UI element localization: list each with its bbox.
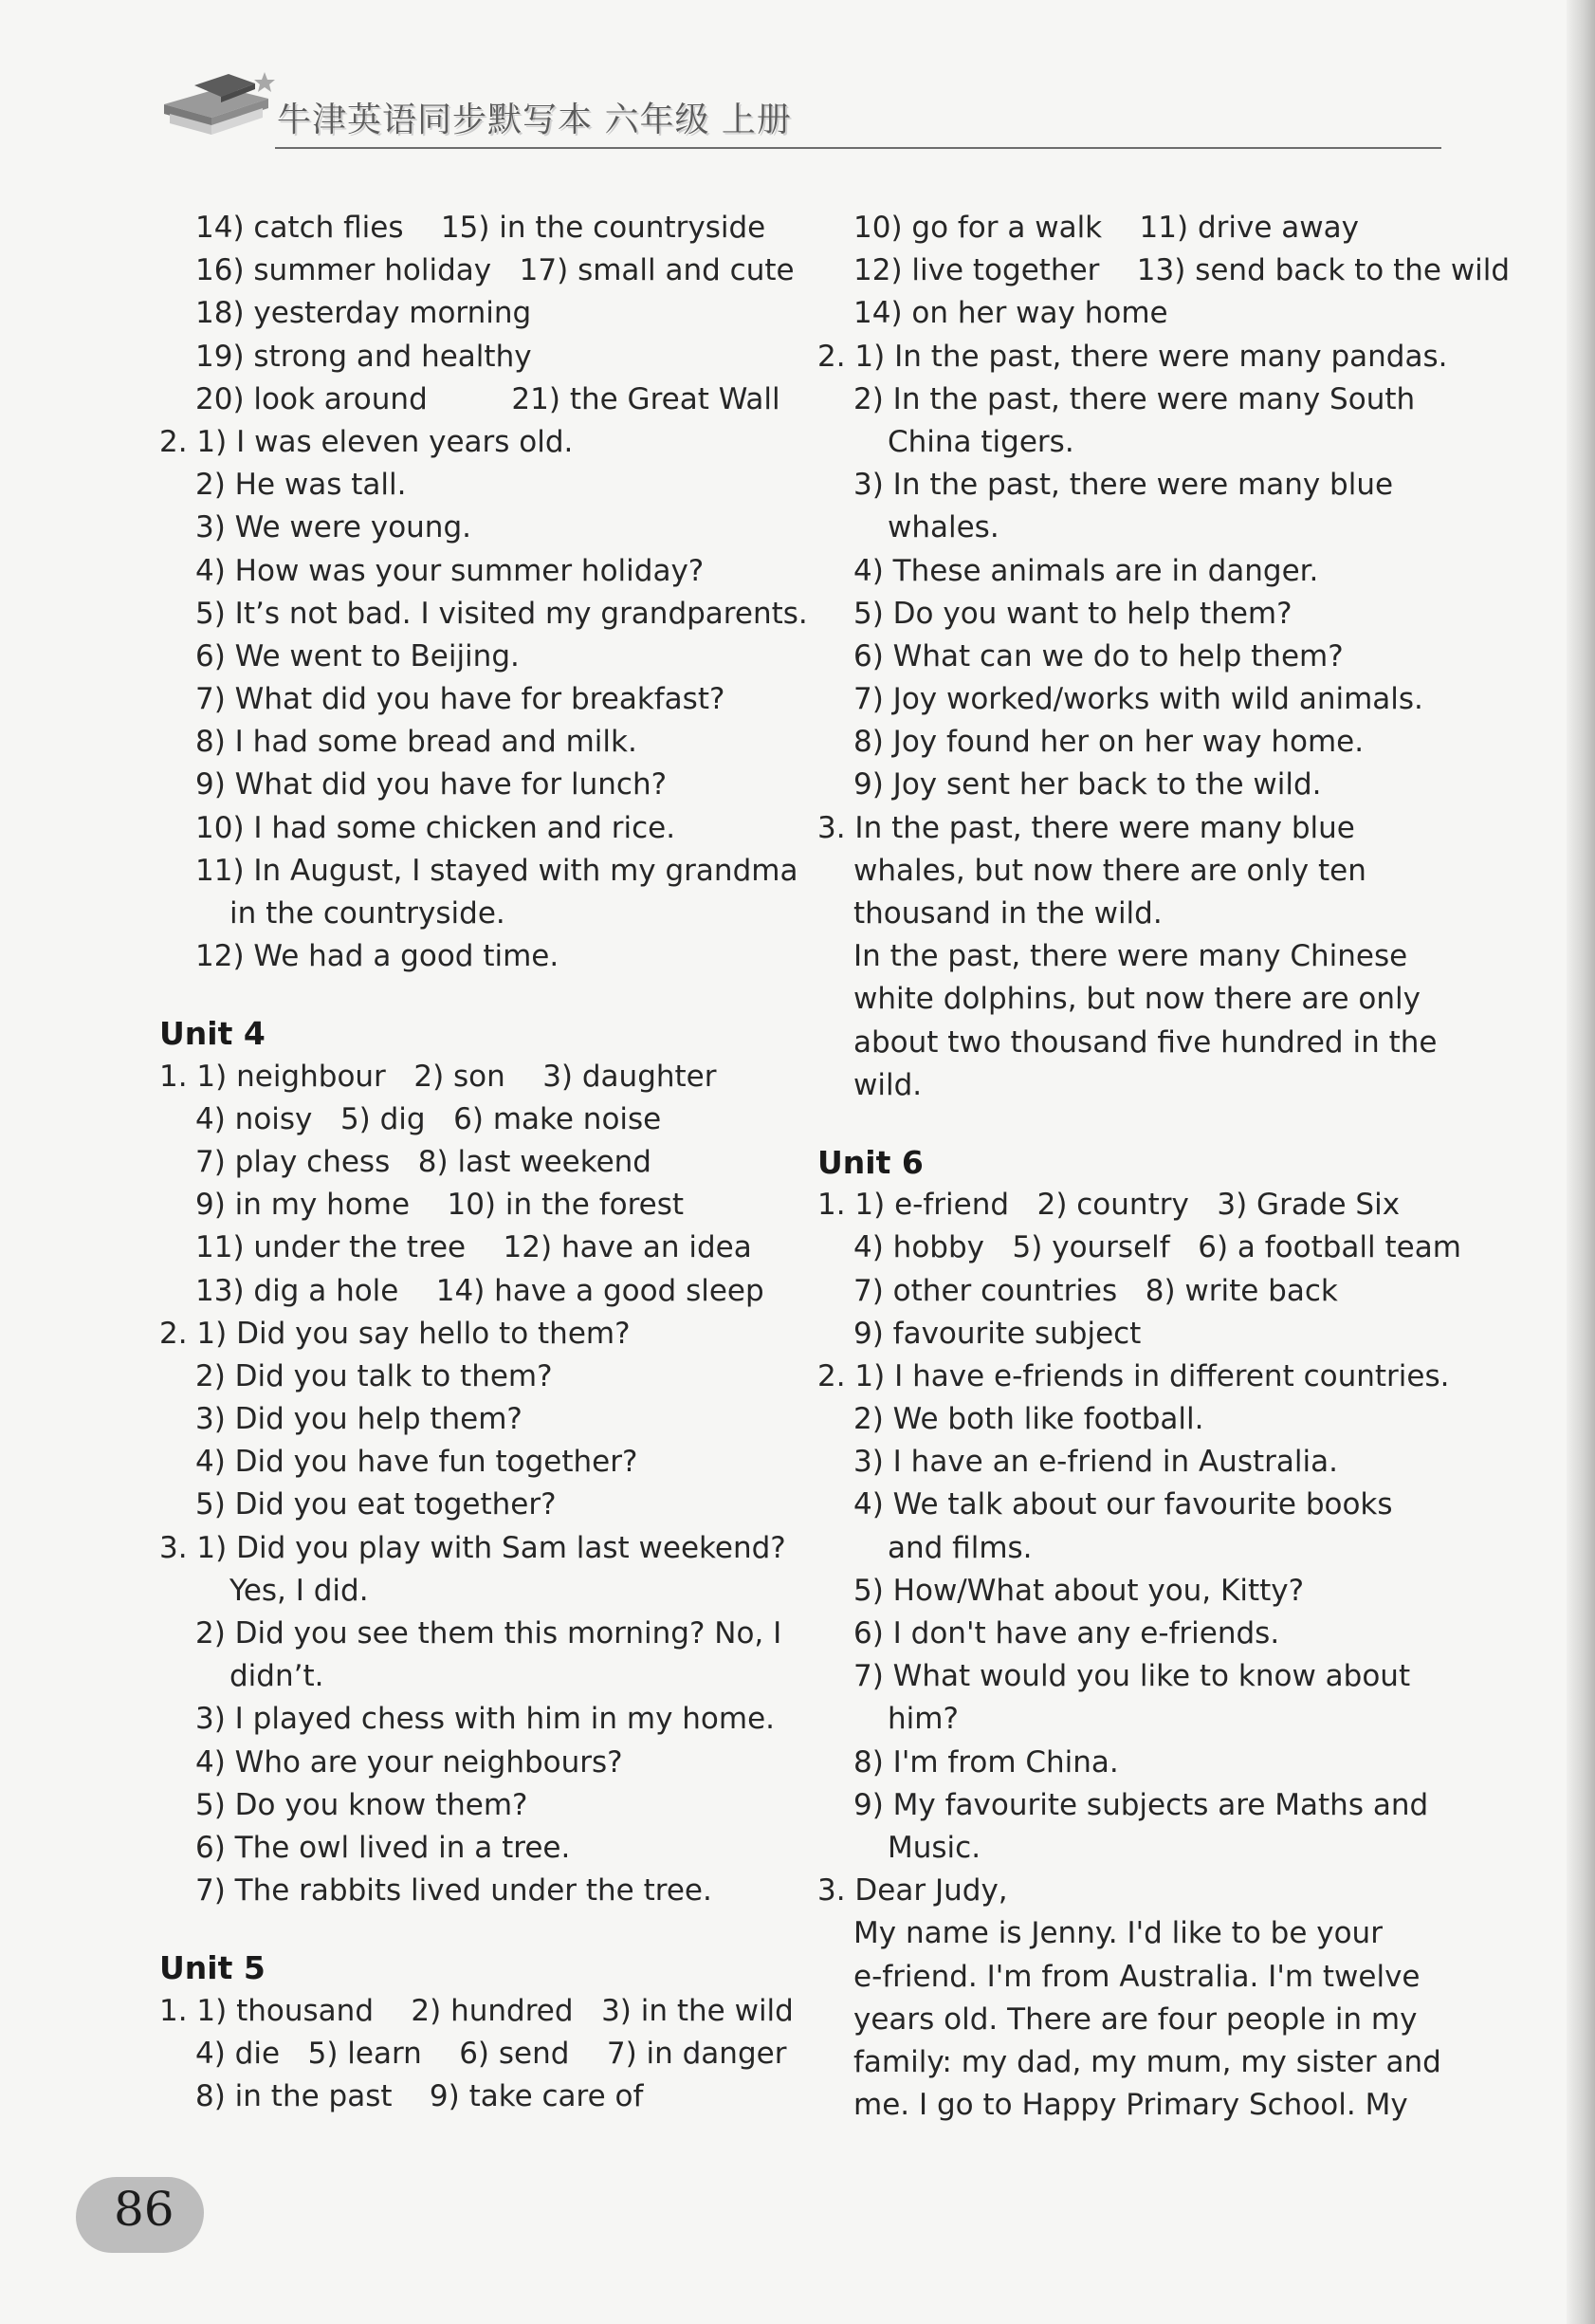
answer-line: 2) Did you talk to them? xyxy=(195,1358,553,1393)
answer-line: 2. 1) I was eleven years old. xyxy=(159,424,574,459)
answer-line: 10) go for a walk 11) drive away xyxy=(853,211,1359,245)
answer-line: white dolphins, but now there are only xyxy=(853,982,1421,1017)
answer-line: 8) I'm from China. xyxy=(853,1744,1119,1780)
answer-line: 2. 1) I have e-friends in different countries. xyxy=(817,1358,1450,1393)
answer-line: 5) How/What about you, Kitty? xyxy=(853,1573,1305,1608)
answer-line: My name is Jenny. I'd like to be your xyxy=(853,1916,1383,1951)
answer-line: him? xyxy=(888,1702,959,1737)
answer-line: 1. 1) neighbour 2) son 3) daughter xyxy=(159,1059,717,1094)
header-title: 牛津英语同步默写本 六年级 上册 xyxy=(277,101,792,139)
answer-line: me. I go to Happy Primary School. My xyxy=(853,2088,1408,2123)
page-number-badge xyxy=(76,2172,218,2258)
answer-line: 11) In August, I stayed with my grandma xyxy=(195,853,798,888)
answer-line: 5) It’s not bad. I visited my grandparents. xyxy=(195,596,808,631)
page-header xyxy=(156,57,1441,152)
answer-line: 4) hobby 5) yourself 6) a football team xyxy=(853,1230,1461,1265)
answer-line: 8) in the past 9) take care of xyxy=(195,2078,644,2113)
answer-line: Yes, I did. xyxy=(229,1573,369,1608)
answer-line: 4) die 5) learn 6) send 7) in danger xyxy=(195,2036,787,2071)
answer-line: 4) Did you have fun together? xyxy=(195,1445,638,1480)
answer-line: Music. xyxy=(888,1830,981,1865)
answer-line: 4) We talk about our favourite books xyxy=(853,1487,1393,1522)
answer-line: 8) Joy found her on her way home. xyxy=(853,725,1365,760)
answer-line: 9) My favourite subjects are Maths and xyxy=(853,1787,1429,1822)
right-column xyxy=(817,207,1511,2127)
answer-line: 11) under the tree 12) have an idea xyxy=(195,1230,752,1265)
unit-heading: Unit 6 xyxy=(817,1143,924,1181)
section-gap xyxy=(159,978,804,1012)
answer-line: 4) These animals are in danger. xyxy=(853,553,1319,588)
answer-line: whales, but now there are only ten xyxy=(853,853,1366,888)
answer-line: wild. xyxy=(853,1067,923,1102)
answer-line: 3) I played chess with him in my home. xyxy=(195,1702,776,1737)
answer-line: 2. 1) Did you say hello to them? xyxy=(159,1316,631,1351)
answer-line: 9) What did you have for lunch? xyxy=(195,767,668,802)
answer-line: 4) noisy 5) dig 6) make noise xyxy=(195,1101,662,1136)
answer-line: 12) live together 13) send back to the wild xyxy=(853,253,1511,288)
answer-line: 4) How was your summer holiday? xyxy=(195,553,705,588)
answer-line: 7) play chess 8) last weekend xyxy=(195,1144,651,1179)
answer-line: 2) Did you see them this morning? No, I xyxy=(195,1616,782,1651)
left-column xyxy=(159,207,808,2118)
header-divider xyxy=(275,147,1441,149)
answer-line: 2. 1) In the past, there were many pandas. xyxy=(817,339,1448,374)
answer-line: 6) We went to Beijing. xyxy=(195,638,520,673)
answer-line: 18) yesterday morning xyxy=(195,296,532,331)
answer-line: 9) in my home 10) in the forest xyxy=(195,1188,685,1223)
answer-line: 6) I don't have any e-friends. xyxy=(853,1616,1280,1651)
answer-line: 3. In the past, there were many blue xyxy=(817,810,1355,845)
answer-line: 7) The rabbits lived under the tree. xyxy=(195,1873,712,1909)
answer-line: 7) What would you like to know about xyxy=(853,1659,1411,1694)
answer-line: 10) I had some chicken and rice. xyxy=(195,810,676,845)
answer-line: 3) I have an e-friend in Australia. xyxy=(853,1445,1338,1480)
answer-line: family: my dad, my mum, my sister and xyxy=(853,2044,1441,2079)
answer-line: 2) He was tall. xyxy=(195,468,407,503)
answer-line: China tigers. xyxy=(888,424,1074,459)
answer-line: 3) Did you help them? xyxy=(195,1402,522,1437)
answer-line: 14) catch flies 15) in the countryside xyxy=(195,211,766,245)
answer-line: 14) on her way home xyxy=(853,296,1168,331)
answer-line: 7) other countries 8) write back xyxy=(853,1273,1338,1308)
page-edge-shadow xyxy=(1567,0,1595,2324)
answer-line: 7) What did you have for breakfast? xyxy=(195,682,725,717)
answer-line: 1. 1) thousand 2) hundred 3) in the wild xyxy=(159,1993,794,2028)
section-gap xyxy=(817,1107,1462,1141)
answer-line: 9) Joy sent her back to the wild. xyxy=(853,767,1322,802)
answer-line: 2) We both like football. xyxy=(853,1402,1204,1437)
answer-line: in the countryside. xyxy=(229,896,505,931)
answer-line: 4) Who are your neighbours? xyxy=(195,1744,623,1780)
unit-heading: Unit 5 xyxy=(159,1949,266,1987)
answer-line: 3) We were young. xyxy=(195,510,471,545)
answer-line: didn’t. xyxy=(229,1659,324,1694)
answer-line: 16) summer holiday 17) small and cute xyxy=(195,253,795,288)
book-stack-icon xyxy=(156,66,280,142)
answer-line: 5) Did you eat together? xyxy=(195,1487,557,1522)
unit-heading: Unit 4 xyxy=(159,1015,266,1053)
answer-line: 6) What can we do to help them? xyxy=(853,638,1344,673)
section-gap xyxy=(159,1912,804,1946)
answer-line: 19) strong and healthy xyxy=(195,339,532,374)
answer-line: e-friend. I'm from Australia. I'm twelve xyxy=(853,1959,1421,1994)
answer-line: years old. There are four people in my xyxy=(853,2001,1418,2037)
answer-line: 5) Do you want to help them? xyxy=(853,596,1292,631)
answer-line: 5) Do you know them? xyxy=(195,1787,528,1822)
answer-line: 7) Joy worked/works with wild animals. xyxy=(853,682,1423,717)
answer-line: 20) look around 21) the Great Wall xyxy=(195,381,780,416)
answer-line: about two thousand five hundred in the xyxy=(853,1024,1438,1060)
page-number: 86 xyxy=(114,2182,174,2237)
answer-line: In the past, there were many Chinese xyxy=(853,939,1408,974)
answer-line: 8) I had some bread and milk. xyxy=(195,725,637,760)
answer-line: 13) dig a hole 14) have a good sleep xyxy=(195,1273,764,1308)
answer-line: thousand in the wild. xyxy=(853,896,1163,931)
answer-line: 3. 1) Did you play with Sam last weekend? xyxy=(159,1530,786,1565)
answer-line: and films. xyxy=(888,1530,1033,1565)
answer-line: 2) In the past, there were many South xyxy=(853,381,1416,416)
answer-line: 1. 1) e-friend 2) country 3) Grade Six xyxy=(817,1188,1401,1223)
answer-line: whales. xyxy=(888,510,999,545)
answer-line: 3. Dear Judy, xyxy=(817,1873,1008,1909)
answer-line: 12) We had a good time. xyxy=(195,939,559,974)
answer-line: 9) favourite subject xyxy=(853,1316,1142,1351)
answer-line: 3) In the past, there were many blue xyxy=(853,468,1394,503)
answer-line: 6) The owl lived in a tree. xyxy=(195,1830,571,1865)
